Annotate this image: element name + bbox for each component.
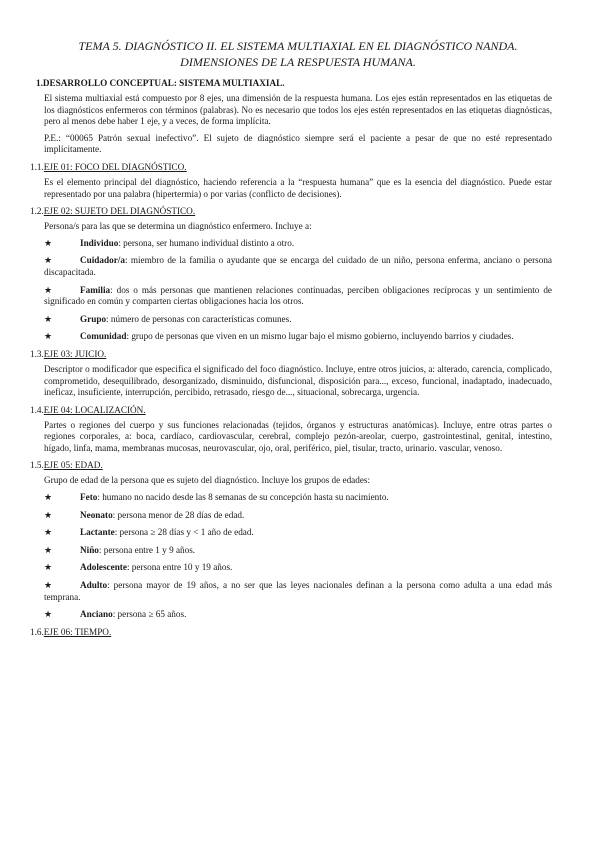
list-item-term: Anciano [80,609,113,620]
list-item-description: : grupo de personas que viven en un mismo lugar bajo el mismo gobierno, incluyendo barrios y ciudades. [126,331,514,342]
paragraph: Persona/s para las que se determina un diagnóstico enfermero. Incluye a: [44,221,312,232]
star-bullet-icon: ★ [44,527,53,538]
list-item-text [44,609,186,619]
subsection-title: EJE 04: LOCALIZACIÓN. [43,404,146,415]
list-item [44,238,552,250]
list-item-text [44,492,389,502]
subsection-title: EJE 02: SUJETO DEL DIAGNÓSTICO. [43,206,196,217]
subsection-title: EJE 03: JUICIO. [43,348,107,359]
paragraph: Grupo de edad de la persona que es sujeto del diagnóstico. Incluye los grupos de edades: [44,475,371,486]
subsection-title: EJE 06: TIEMPO. [43,626,112,637]
list-item-description: : humano no nacido desde las 8 semanas de su concepción hasta su nacimiento. [97,492,389,503]
star-bullet-icon: ★ [44,562,53,573]
list-item-description: : dos o más personas que mantienen relaciones continuadas, perciben obligaciones recíprocas y un sentimiento de significado en común y comparten ciertas obligaciones hacia los otros. [44,284,552,307]
star-bullet-icon: ★ [44,331,53,342]
list-item-description: : persona mayor de 19 años, a no ser que las leyes nacionales definan a la persona como adulta a una edad más temprana. [44,580,552,602]
list-item-text [44,238,294,248]
star-bullet-icon: ★ [44,255,53,266]
list-item-text [44,527,254,537]
subsection-heading-eje05 [30,460,552,470]
list-item-term: Lactante [80,527,115,538]
list-item-text [44,562,232,572]
list-item-term: Neonato [80,509,113,520]
star-bullet-icon: ★ [44,492,53,503]
document-title [30,38,552,70]
subsection-number: 1.6. [30,626,44,637]
list-item-term: Adulto [80,580,108,591]
star-bullet-icon: ★ [44,313,53,324]
subsection-number: 1.2. [30,206,44,217]
section-heading: 1.DESARROLLO CONCEPTUAL: SISTEMA MULTIAXIAL. [36,78,285,88]
subsection-heading-eje02 [30,206,552,216]
list-item [44,527,552,539]
list-item-text [44,331,514,341]
list-item-term: Familia [80,284,111,295]
star-bullet-icon: ★ [44,609,53,620]
list-item [44,285,552,308]
list-item-description: : miembro de la familia o ayudante que se encarga del cuidado de un niño, persona enferma, anciano o persona discapacitada. [44,255,552,277]
list-item [44,545,552,557]
list-item-description: : persona, ser humano individual distinto a otro. [118,237,295,248]
subsection-number: 1.3. [30,348,44,359]
list-item [44,255,552,278]
list-item [44,331,552,343]
list-item-description: : persona ≥ 65 años. [112,609,187,620]
list-item [44,510,552,522]
subsection-heading-eje03 [30,349,552,359]
paragraph: El sistema multiaxial está compuesto por 8 ejes, una dimensión de la respuesta humana. Los ejes están representados en las etiquetas de los diagnósticos enfermeros con términos (palabras). No es necesario que todos los ejes estén representados en las etiquetas diagnósticas, pero al menos debe haber 1 eje, y a veces, de forma implícita. [44,93,552,127]
list-item-term: Grupo [80,313,107,324]
subsection-number: 1.1. [30,161,44,172]
list-item-term: Feto [80,492,98,503]
list-item-text [44,580,552,602]
list-item-description: : persona ≥ 28 días y < 1 año de edad. [114,527,254,538]
list-item [44,580,552,603]
bullet-list [30,238,552,343]
subsection-title: EJE 05: EDAD. [43,460,103,471]
list-item-term: Individuo [80,237,119,248]
star-bullet-icon: ★ [44,544,53,555]
subsection-heading-eje06 [30,627,552,637]
star-bullet-icon: ★ [44,580,53,591]
list-item [44,562,552,574]
paragraph: Partes o regiones del cuerpo y sus funciones relacionadas (tejidos, órganos y estructuras anatómicas). Incluye, entre otras partes o regiones corporales, a: boca, cardíaco, cardiovascular, cerebral, complejo pezón-areolar, cuerpo, gastrointestinal, genital, intestino, hígado, linfa, mama, membranas mucosas, neurovascular, ojo, oral, periférico, piel, tisular, tracto, urinario. vascular, venoso. [44,419,552,453]
star-bullet-icon: ★ [44,284,53,295]
list-item-description: : persona entre 1 y 9 años. [98,544,196,555]
subsection-heading-eje01 [30,162,552,172]
subsection-title: EJE 01: FOCO DEL DIAGNÓSTICO. [43,161,187,172]
star-bullet-icon: ★ [44,509,53,520]
list-item-description: : persona menor de 28 días de edad. [112,509,245,520]
list-item-text [44,314,292,324]
list-item-text [44,255,552,277]
list-item [44,492,552,504]
list-item [44,314,552,326]
paragraph: P.E.: “00065 Patrón sexual inefectivo”. El sujeto de diagnóstico siempre será el paciente a pesar de que no esté representado implícitamente. [44,132,552,155]
title-line-2: DIMENSIONES DE LA RESPUESTA HUMANA. [180,55,416,69]
list-item-term: Adolescente [80,562,127,573]
bullet-list [30,492,552,621]
subsection-number: 1.4. [30,404,44,415]
list-item-description: : número de personas con características comunes. [106,313,292,324]
list-item-text [44,545,195,555]
title-line-1: TEMA 5. DIAGNÓSTICO II. EL SISTEMA MULTIAXIAL EN EL DIAGNÓSTICO NANDA. [78,39,518,53]
list-item-term: Comunidad [80,331,127,342]
paragraph: Es el elemento principal del diagnóstico, haciendo referencia a la “respuesta humana” que es la esencia del diagnóstico. Puede estar representado por una palabra (hipertermia) o por varias (conflicto de decisiones). [44,176,552,199]
star-bullet-icon: ★ [44,237,53,248]
list-item-text [44,285,552,307]
list-item-text [44,510,244,520]
list-item-term: Cuidador/a [80,255,125,266]
list-item-term: Niño [80,544,99,555]
list-item [44,609,552,621]
subsection-heading-eje04 [30,405,552,415]
subsection-number: 1.5. [30,460,44,471]
paragraph: Descriptor o modificador que especifica el significado del foco diagnóstico. Incluye, entre otros juicios, a: alterado, carencia, complicado, comprometido, desequilibrado, desorganizado, disminuido, disfuncional, disposición para..., exceso, funcional, inadaptado, inadecuado, ineficaz, insuficiente, interrupción, percibido, retrasado, riesgo de..., situacional, sobrecarga, urgencia. [44,363,552,398]
list-item-description: : persona entre 10 y 19 años. [126,562,233,573]
